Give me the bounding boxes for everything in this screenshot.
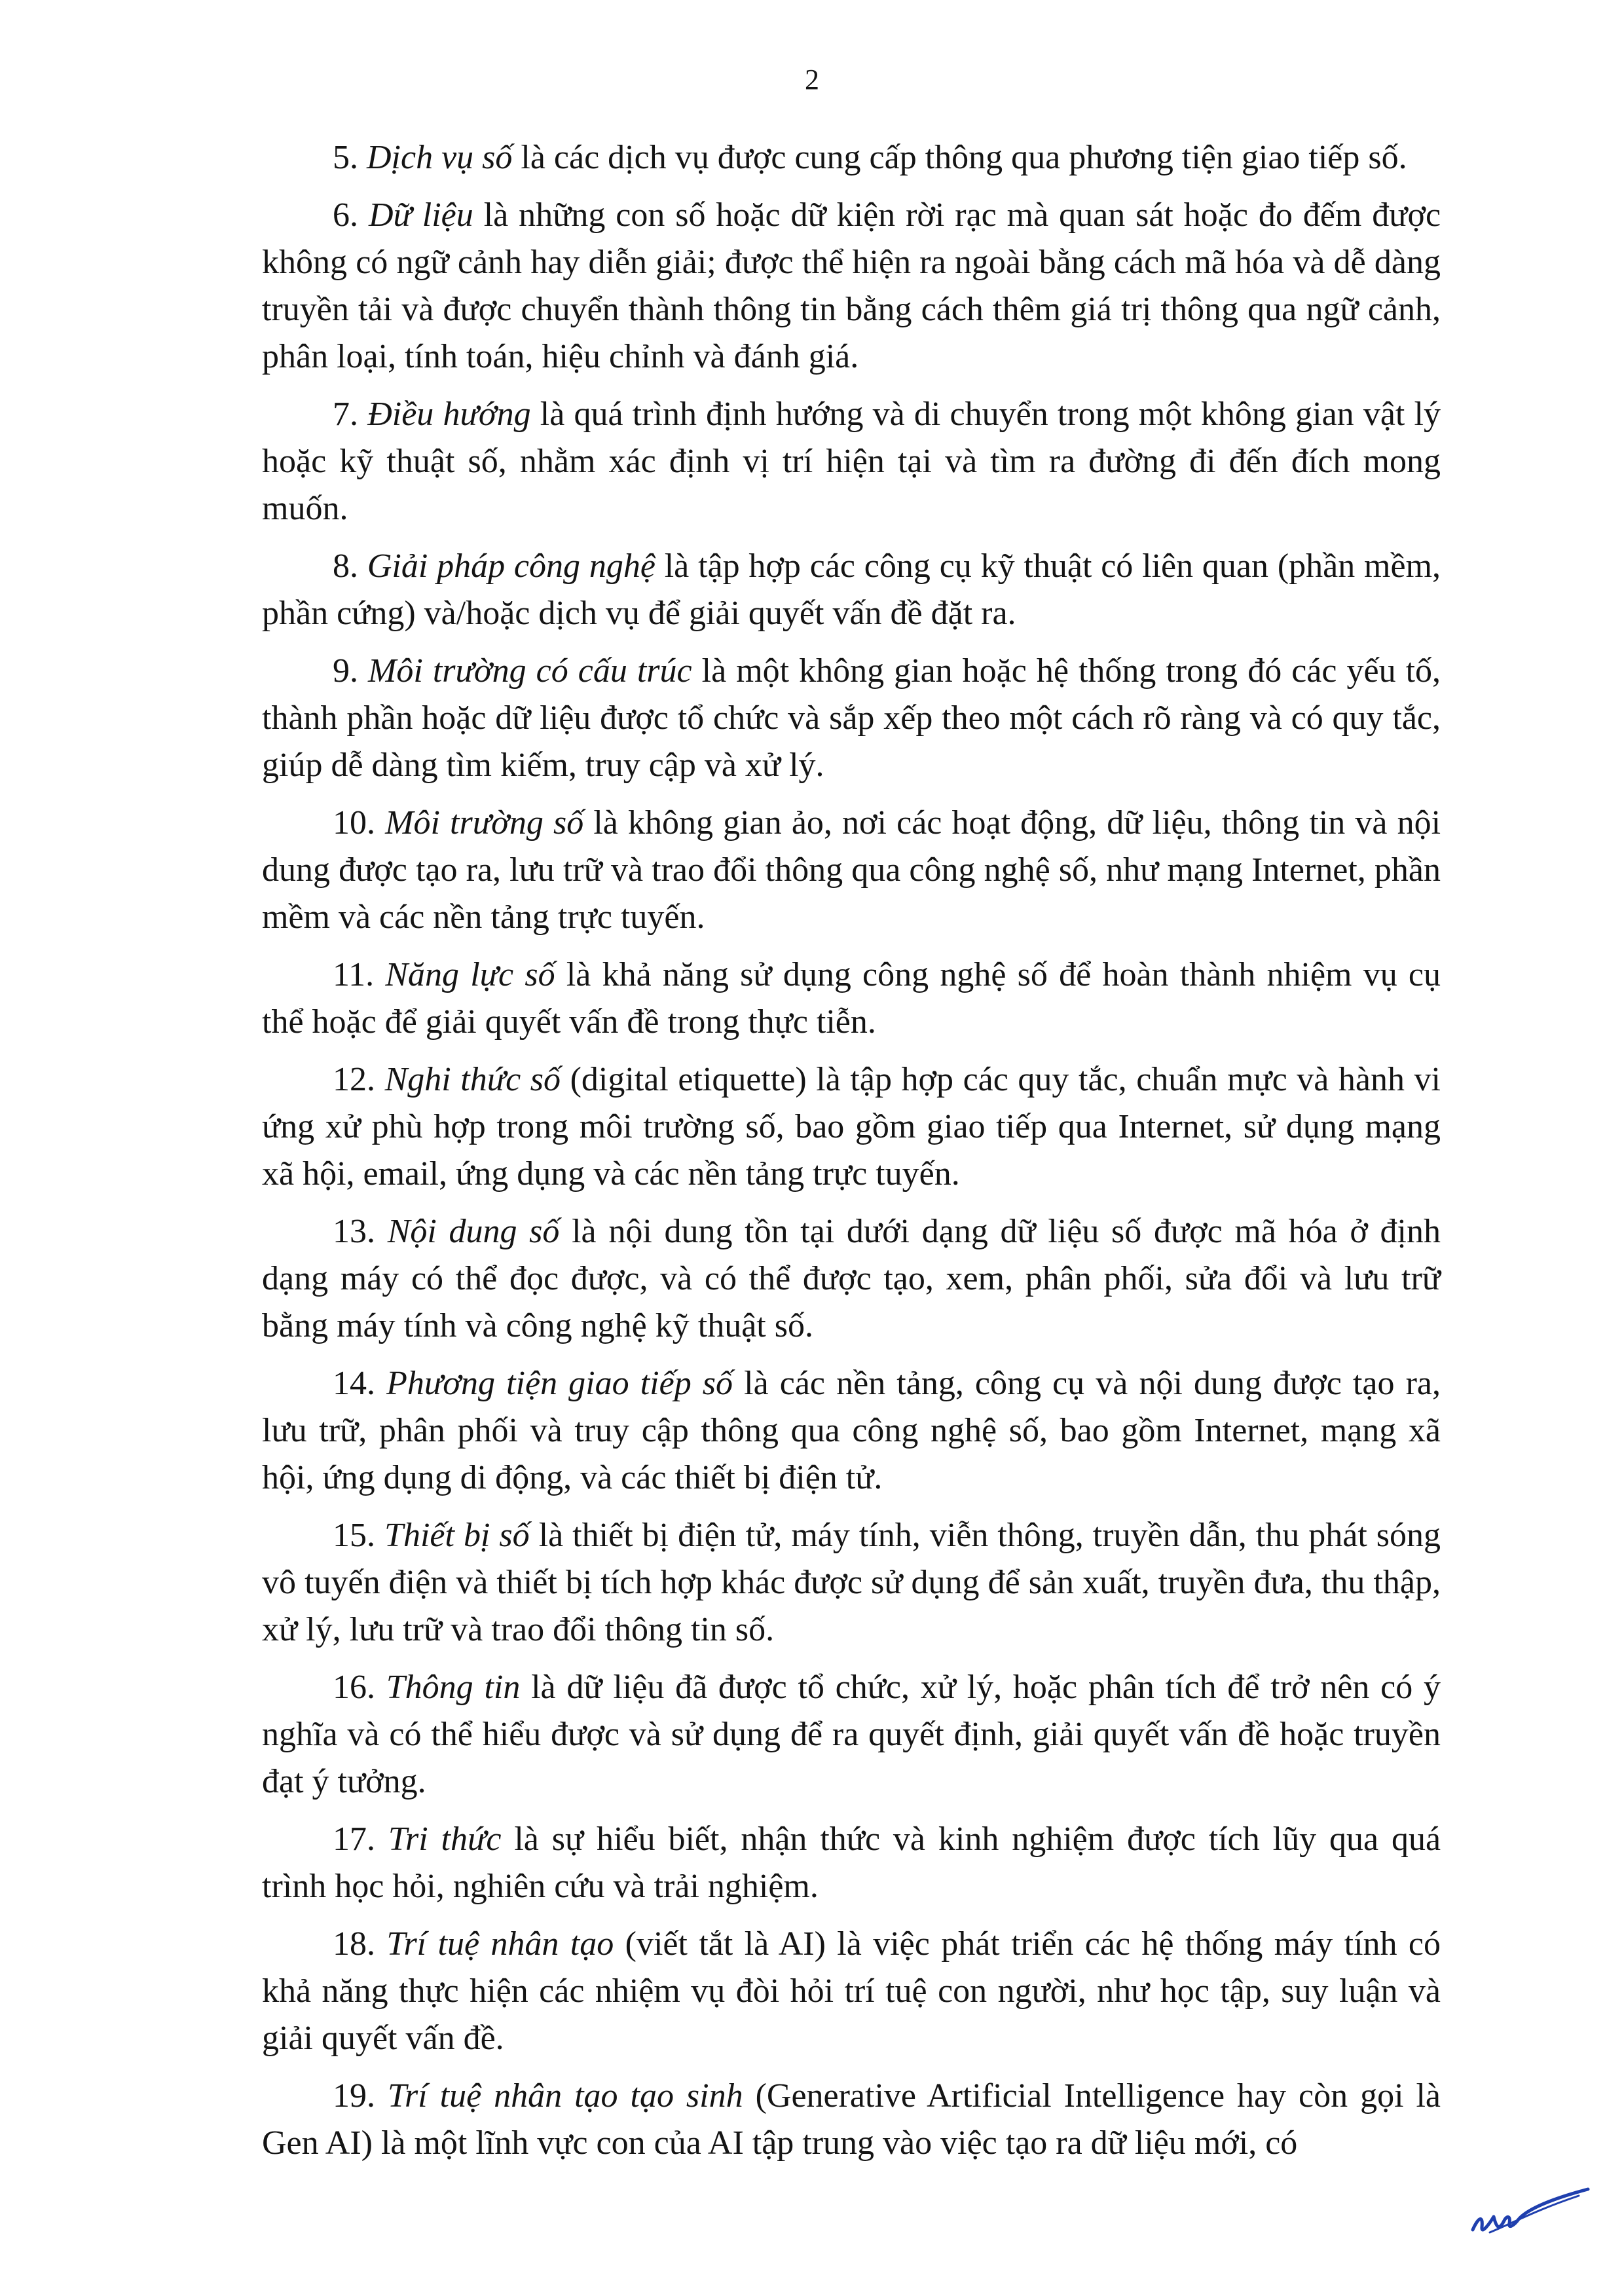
definition-number: 19. bbox=[333, 2077, 375, 2115]
definition-term: Dữ liệu bbox=[368, 196, 473, 234]
definition-number: 15. bbox=[333, 1517, 375, 1554]
definitions-list bbox=[262, 134, 1441, 2177]
definition-text: (viết tắt là AI) là việc phát triển các hệ thống máy tính có khả năng thực hiện các nhiệm vụ đòi hỏi trí tuệ con người, như học tập, suy luận và giải quyết vấn đề. bbox=[262, 1925, 1441, 2057]
definition-term: Phương tiện giao tiếp số bbox=[386, 1365, 733, 1402]
definition-text: (Generative Artificial Intelligence hay còn gọi là Gen AI) là một lĩnh vực con của AI tập trung vào việc tạo ra dữ liệu mới, có bbox=[262, 2077, 1441, 2162]
definition-text: (digital etiquette) là tập hợp các quy tắc, chuẩn mực và hành vi ứng xử phù hợp trong môi trường số, bao gồm giao tiếp qua Internet, sử dụng mạng xã hội, email, ứng dụng và các nền tảng trực tuyến. bbox=[262, 1061, 1441, 1192]
definition-term: Trí tuệ nhân tạo tạo sinh bbox=[387, 2077, 743, 2115]
definition-paragraph bbox=[262, 2073, 1441, 2167]
definition-text: là các dịch vụ được cung cấp thông qua phương tiện giao tiếp số. bbox=[521, 139, 1407, 176]
definition-number: 6. bbox=[333, 196, 358, 234]
definition-number: 17. bbox=[333, 1821, 375, 1858]
definition-paragraph bbox=[262, 391, 1441, 532]
definition-term: Điều hướng bbox=[367, 396, 531, 433]
definition-text: là khả năng sử dụng công nghệ số để hoàn thành nhiệm vụ cụ thể hoặc để giải quyết vấn đề trong thực tiễn. bbox=[262, 956, 1441, 1041]
page-number: 2 bbox=[805, 64, 819, 96]
definition-paragraph bbox=[262, 952, 1441, 1046]
definition-term: Dịch vụ số bbox=[367, 139, 513, 176]
definition-paragraph bbox=[262, 192, 1441, 380]
definition-paragraph bbox=[262, 1360, 1441, 1502]
definition-paragraph bbox=[262, 134, 1441, 181]
definition-paragraph bbox=[262, 1816, 1441, 1910]
definition-paragraph bbox=[262, 1512, 1441, 1654]
definition-number: 16. bbox=[333, 1669, 375, 1706]
definition-number: 12. bbox=[333, 1061, 375, 1098]
definition-text: là tập hợp các công cụ kỹ thuật có liên quan (phần mềm, phần cứng) và/hoặc dịch vụ để giải quyết vấn đề đặt ra. bbox=[262, 547, 1441, 632]
definition-term: Tri thức bbox=[388, 1821, 502, 1858]
initials-signature bbox=[1464, 2184, 1595, 2243]
definition-number: 18. bbox=[333, 1925, 375, 1963]
definition-number: 7. bbox=[333, 396, 358, 433]
definition-paragraph bbox=[262, 800, 1441, 941]
definition-term: Môi trường số bbox=[385, 804, 584, 841]
definition-paragraph bbox=[262, 543, 1441, 637]
definition-text: là những con số hoặc dữ kiện rời rạc mà quan sát hoặc đo đếm được không có ngữ cảnh hay diễn giải; được thể hiện ra ngoài bằng cách mã hóa và dễ dàng truyền tải và được chuyển thành thông tin bằng cách thêm giá trị thông qua ngữ cảnh, phân loại, tính toán, hiệu chỉnh và đánh giá. bbox=[262, 196, 1441, 375]
definition-term: Trí tuệ nhân tạo bbox=[386, 1925, 614, 1963]
definition-term: Thiết bị số bbox=[384, 1517, 530, 1554]
definition-text: là một không gian hoặc hệ thống trong đó các yếu tố, thành phần hoặc dữ liệu được tổ chức và sắp xếp theo một cách rõ ràng và có quy tắc, giúp dễ dàng tìm kiếm, truy cập và xử lý. bbox=[262, 652, 1441, 784]
definition-term: Năng lực số bbox=[385, 956, 555, 993]
definition-text: là các nền tảng, công cụ và nội dung được tạo ra, lưu trữ, phân phối và truy cập thông qua công nghệ số, bao gồm Internet, mạng xã hội, ứng dụng di động, và các thiết bị điện tử. bbox=[262, 1365, 1441, 1496]
definition-number: 9. bbox=[333, 652, 358, 690]
definition-text: là quá trình định hướng và di chuyển trong một không gian vật lý hoặc kỹ thuật số, nhằm xác định vị trí hiện tại và tìm ra đường đi đến đích mong muốn. bbox=[262, 396, 1441, 527]
definition-term: Thông tin bbox=[386, 1669, 521, 1706]
definition-number: 10. bbox=[333, 804, 375, 841]
definition-text: là thiết bị điện tử, máy tính, viễn thông, truyền dẫn, thu phát sóng vô tuyến điện và thiết bị tích hợp khác được sử dụng để sản xuất, truyền đưa, thu thập, xử lý, lưu trữ và trao đổi thông tin số. bbox=[262, 1517, 1441, 1648]
definition-paragraph bbox=[262, 1664, 1441, 1805]
definition-text: là không gian ảo, nơi các hoạt động, dữ liệu, thông tin và nội dung được tạo ra, lưu trữ và trao đổi thông qua công nghệ số, như mạng Internet, phần mềm và các nền tảng trực tuyến. bbox=[262, 804, 1441, 936]
definition-paragraph bbox=[262, 1056, 1441, 1198]
definition-term: Giải pháp công nghệ bbox=[367, 547, 655, 585]
definition-term: Môi trường có cấu trúc bbox=[368, 652, 692, 690]
definition-text: là nội dung tồn tại dưới dạng dữ liệu số được mã hóa ở định dạng máy có thể đọc được, và có thể được tạo, xem, phân phối, sửa đổi và lưu trữ bằng máy tính và công nghệ kỹ thuật số. bbox=[262, 1213, 1441, 1344]
definition-number: 11. bbox=[333, 956, 375, 993]
definition-number: 5. bbox=[333, 139, 358, 176]
definition-number: 8. bbox=[333, 547, 358, 585]
definition-text: là dữ liệu đã được tổ chức, xử lý, hoặc phân tích để trở nên có ý nghĩa và có thể hiểu được và sử dụng để ra quyết định, giải quyết vấn đề hoặc truyền đạt ý tưởng. bbox=[262, 1669, 1441, 1800]
definition-paragraph bbox=[262, 648, 1441, 789]
definition-number: 13. bbox=[333, 1213, 375, 1250]
definition-paragraph bbox=[262, 1208, 1441, 1350]
definition-paragraph bbox=[262, 1921, 1441, 2062]
definition-number: 14. bbox=[333, 1365, 375, 1402]
definition-term: Nghi thức số bbox=[384, 1061, 561, 1098]
definition-term: Nội dung số bbox=[387, 1213, 560, 1250]
definition-text: là sự hiểu biết, nhận thức và kinh nghiệm được tích lũy qua quá trình học hỏi, nghiên cứu và trải nghiệm. bbox=[262, 1821, 1441, 1905]
